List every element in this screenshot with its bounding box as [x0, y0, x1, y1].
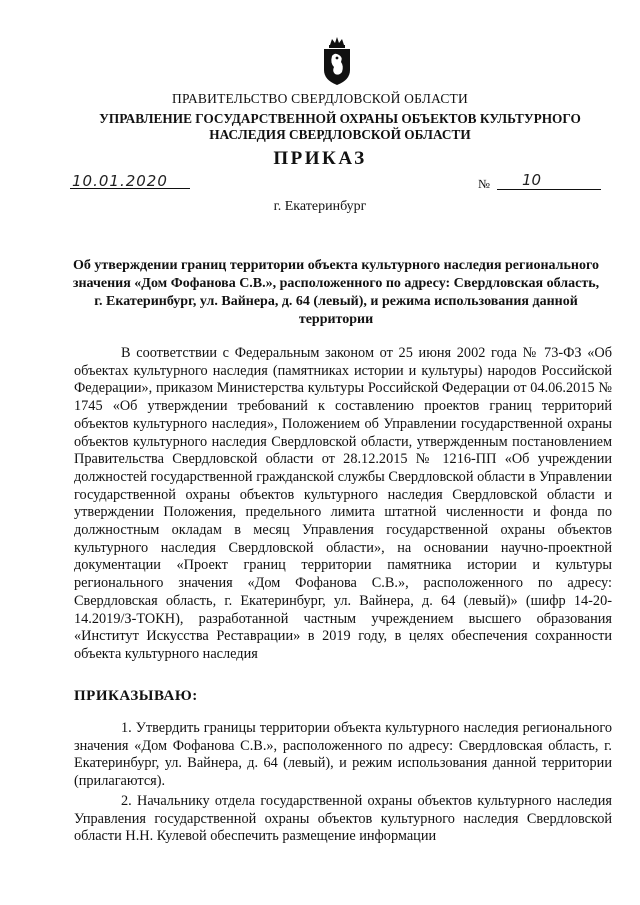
city: г. Екатеринбург	[273, 199, 367, 214]
date-underline	[70, 188, 190, 189]
order-date: 10.01.2020	[72, 172, 168, 190]
order-item-1: 1. Утвердить границы территории объекта культурного наследия регионального значения «Дом Фофанова С.В.», расположенного по адресу: Свердловская область, г. Екатеринбург, ул. Вайнера, д. 64 (левый), и режим использования данной территории (прилагаются).	[74, 720, 612, 790]
preamble-paragraph: В соответствии с Федеральным законом от 25 июня 2002 года № 73-ФЗ «Об объектах культурного наследия (памятниках истории и культуры) народов Российской Федерации», приказом Министерства культуры Российской Федерации от 04.06.2015 № 1745 «Об утверждении требований к составлению проектов границ территорий объектов культурного наследия», Положением об Управлении государственной охраны объектов культурного наследия Свердловской области, утвержденным постановлением Правительства Свердловской области от 28.12.2015 № 1216-ПП «Об учреждении должностей государственной гражданской службы Свердловской области в Управлении государственной охраны объектов культурного наследия Свердловской области и утверждении Положения, предельного лимита штатной численности и фонда по должностным окладам в месяц Управления государственной охраны объектов культурного наследия Свердловской области», на основании научно-проектной документации «Проект границ территории памятника истории и культуры регионального значения «Дом Фофанова С.В.», расположенного по адресу: Свердловская область, г. Екатеринбург, ул. Вайнера, д. 64 (левый)» (шифр 14-20-14.2019/З-ТОКН), разработанной частным учреждением высшего образования «Институт Искусства Реставрации» в 2019 году, в целях обеспечения сохранности объекта культурного наследия	[74, 345, 612, 662]
coat-of-arms-icon	[318, 36, 356, 86]
order-number: 10	[522, 171, 542, 189]
order-item-2: 2. Начальнику отдела государственной охраны объектов культурного наследия Управления государственной охраны объектов культурного наследия Свердловской области Н.Н. Кулевой обеспечить размещение информации	[74, 793, 612, 845]
order-word: ПРИКАЗЫВАЮ:	[74, 688, 198, 704]
order-title: Об утверждении границ территории объекта культурного наследия регионального значения «Дом Фофанова С.В.», расположенного по адресу: Свердловская область, г. Екатеринбург, ул. Вайнера, д. 64 (левый), и режима использования данной территории	[72, 258, 600, 327]
number-underline	[497, 189, 601, 190]
number-label: №	[478, 177, 490, 191]
government-name: ПРАВИТЕЛЬСТВО СВЕРДЛОВСКОЙ ОБЛАСТИ	[172, 91, 468, 106]
department-name: УПРАВЛЕНИЕ ГОСУДАРСТВЕННОЙ ОХРАНЫ ОБЪЕКТОВ КУЛЬТУРНОГО НАСЛЕДИЯ СВЕРДЛОВСКОЙ ОБЛАСТИ	[99, 111, 581, 142]
document-type: ПРИКАЗ	[273, 148, 367, 169]
